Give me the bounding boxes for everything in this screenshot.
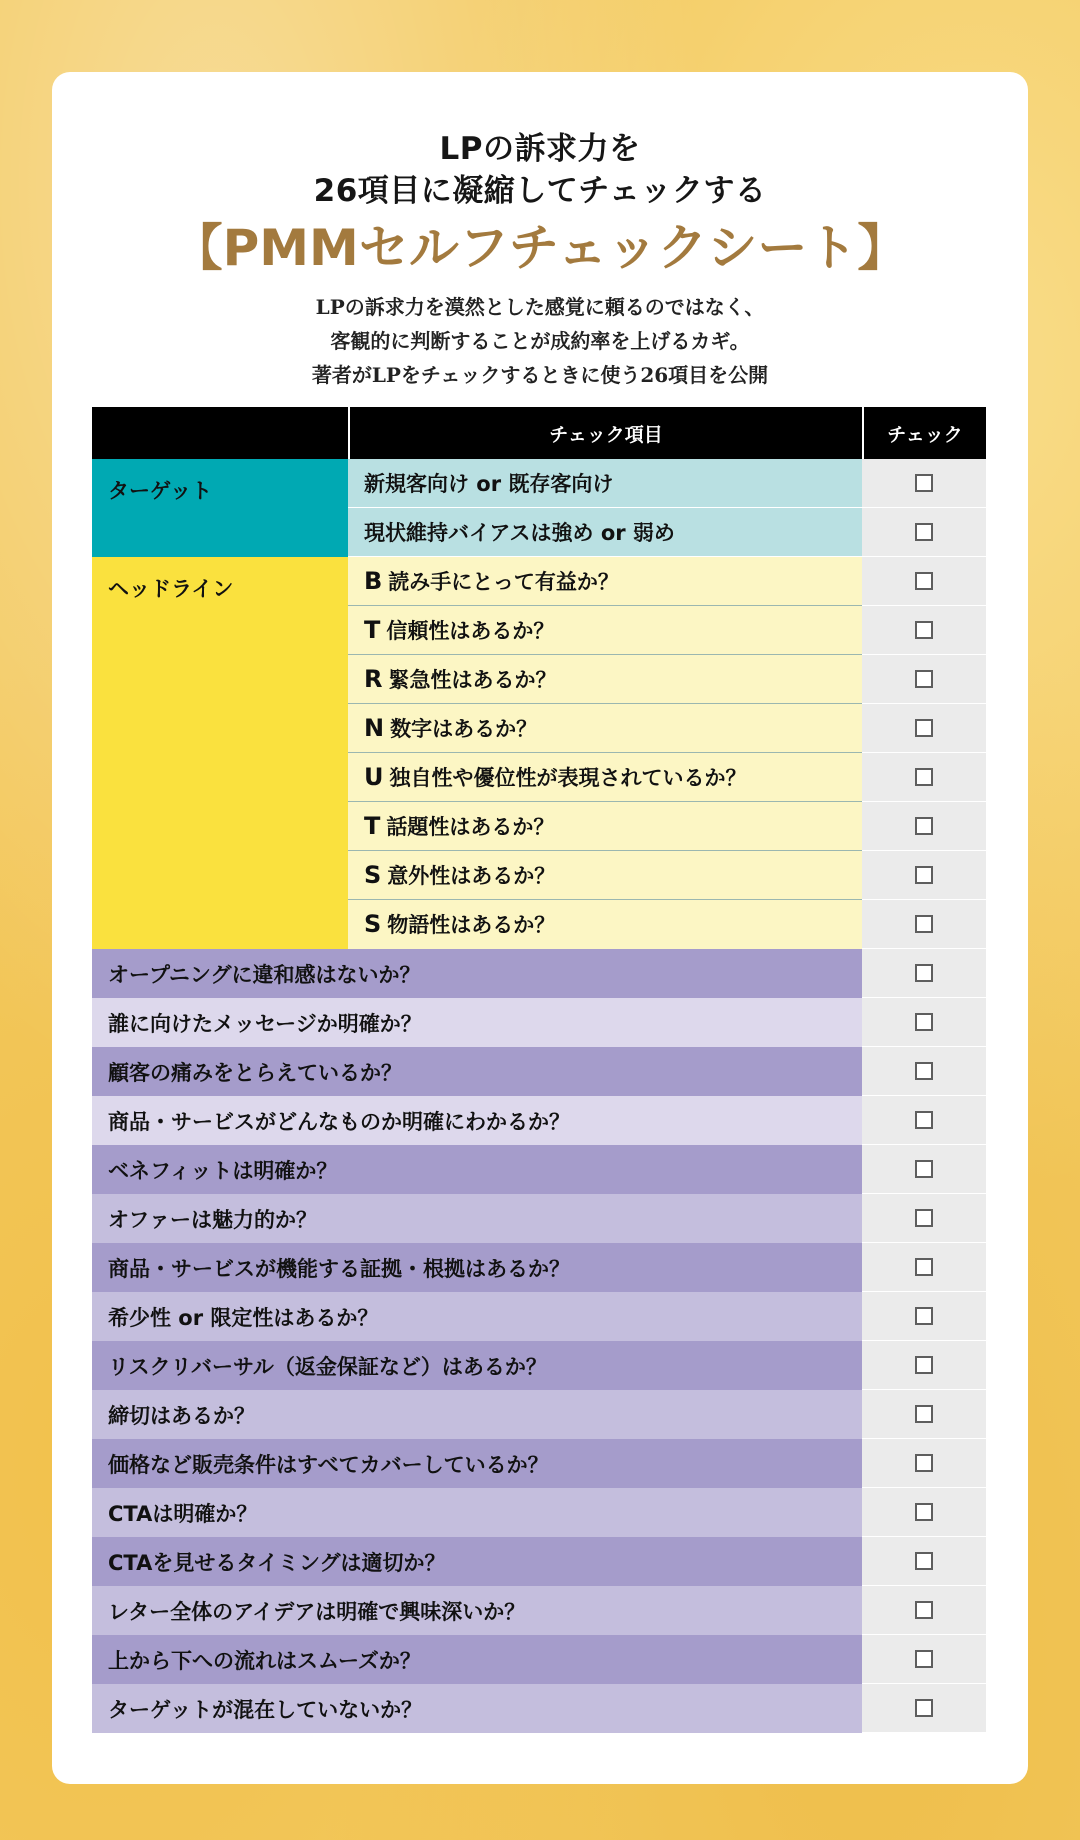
checkbox[interactable] <box>915 523 933 541</box>
group-target <box>92 459 986 557</box>
checkbox[interactable] <box>915 1111 933 1129</box>
header-line2: 26項目に凝縮してチェックする <box>313 173 767 209</box>
check-cell <box>862 1390 986 1439</box>
category-headline: ヘッドライン <box>92 557 348 949</box>
headline-item <box>348 753 862 802</box>
checkbox[interactable] <box>915 1454 933 1472</box>
target-items <box>348 459 862 557</box>
headline-text: 物語性はあるか？ <box>387 913 556 937</box>
header-line1: LPの訴求力を <box>439 131 641 167</box>
check-cell <box>862 557 986 606</box>
check-cell <box>862 1096 986 1145</box>
checkbox[interactable] <box>915 964 933 982</box>
check-cell <box>862 900 986 949</box>
check-cell <box>862 655 986 704</box>
table-row <box>92 1145 986 1194</box>
headline-text: 信頼性はあるか？ <box>386 619 555 643</box>
checkbox[interactable] <box>915 1650 933 1668</box>
row-text: レター全体のアイデアは明確で興味深いか？ <box>92 1586 862 1635</box>
checkbox[interactable] <box>915 915 933 933</box>
checkbox[interactable] <box>915 768 933 786</box>
checkbox[interactable] <box>915 1160 933 1178</box>
check-cell <box>862 949 986 998</box>
check-cell <box>862 998 986 1047</box>
checkbox[interactable] <box>915 719 933 737</box>
table-row <box>92 949 986 998</box>
headline-items <box>348 557 862 949</box>
checkbox[interactable] <box>915 1405 933 1423</box>
checkbox[interactable] <box>915 670 933 688</box>
row-text: ターゲットが混在していないか？ <box>92 1684 862 1733</box>
check-cell <box>862 1635 986 1684</box>
checkbox[interactable] <box>915 1503 933 1521</box>
check-cell <box>862 1145 986 1194</box>
headline-checks <box>862 557 986 949</box>
row-text: オファーは魅力的か？ <box>92 1194 862 1243</box>
table-row <box>92 1684 986 1733</box>
target-item: 現状維持バイアスは強め or 弱め <box>348 508 862 557</box>
headline-text: 数字はあるか？ <box>390 717 538 741</box>
description-line2: 客観的に判断することが成約率を上げるカギ。 <box>330 329 750 353</box>
check-cell <box>862 1586 986 1635</box>
checkbox[interactable] <box>915 474 933 492</box>
headline-item <box>348 655 862 704</box>
row-text: 価格など販売条件はすべてカバーしているか？ <box>92 1439 862 1488</box>
header <box>52 128 1028 392</box>
group-headline <box>92 557 986 949</box>
check-cell <box>862 459 986 508</box>
table-row <box>92 998 986 1047</box>
checkbox[interactable] <box>915 1601 933 1619</box>
checkbox[interactable] <box>915 1552 933 1570</box>
check-cell <box>862 1047 986 1096</box>
check-cell <box>862 1439 986 1488</box>
headline-item <box>348 900 862 949</box>
row-text: リスクリバーサル（返金保証など）はあるか？ <box>92 1341 862 1390</box>
table-row <box>92 1390 986 1439</box>
check-cell <box>862 1292 986 1341</box>
table-row <box>92 1047 986 1096</box>
row-text: 誰に向けたメッセージか明確か？ <box>92 998 862 1047</box>
check-cell <box>862 851 986 900</box>
headline-letter: S <box>364 861 382 889</box>
headline-letter: S <box>364 910 382 938</box>
category-target: ターゲット <box>92 459 348 557</box>
check-cell <box>862 1243 986 1292</box>
description <box>52 290 1028 392</box>
check-cell <box>862 1341 986 1390</box>
checkbox[interactable] <box>915 866 933 884</box>
headline-item <box>348 606 862 655</box>
table-row <box>92 1292 986 1341</box>
checkbox[interactable] <box>915 572 933 590</box>
headline-letter: T <box>364 812 381 840</box>
page-title: 【PMMセルフチェックシート】 <box>172 219 908 277</box>
table-row <box>92 1537 986 1586</box>
headline-text: 独自性や優位性が表現されているか？ <box>389 766 747 790</box>
checkbox[interactable] <box>915 1062 933 1080</box>
row-text: 顧客の痛みをとらえているか？ <box>92 1047 862 1096</box>
row-text: CTAを見せるタイミングは適切か？ <box>92 1537 862 1586</box>
headline-letter: U <box>364 763 384 791</box>
check-cell <box>862 753 986 802</box>
table-row <box>92 1586 986 1635</box>
check-cell <box>862 1537 986 1586</box>
target-item: 新規客向け or 既存客向け <box>348 459 862 508</box>
headline-item <box>348 557 862 606</box>
checkbox[interactable] <box>915 1013 933 1031</box>
table-row <box>92 1096 986 1145</box>
row-text: 締切はあるか？ <box>92 1390 862 1439</box>
row-text: CTAは明確か？ <box>92 1488 862 1537</box>
check-cell <box>862 508 986 557</box>
table-row <box>92 1341 986 1390</box>
checksheet-card <box>52 72 1028 1784</box>
headline-item <box>348 851 862 900</box>
headline-item <box>348 704 862 753</box>
headline-item <box>348 802 862 851</box>
row-text: ベネフィットは明確か？ <box>92 1145 862 1194</box>
check-cell <box>862 606 986 655</box>
target-checks <box>862 459 986 557</box>
check-cell <box>862 1488 986 1537</box>
table-row <box>92 1243 986 1292</box>
checkbox[interactable] <box>915 817 933 835</box>
headline-letter: R <box>364 665 383 693</box>
checkbox[interactable] <box>915 1258 933 1276</box>
description-line3: 著者がLPをチェックするときに使う26項目を公開 <box>311 363 769 387</box>
table-row <box>92 1194 986 1243</box>
row-text: 希少性 or 限定性はあるか？ <box>92 1292 862 1341</box>
table-row <box>92 1635 986 1684</box>
header-item: チェック項目 <box>350 407 864 459</box>
check-cell <box>862 1684 986 1733</box>
check-cell <box>862 802 986 851</box>
header-check: チェック <box>887 423 963 446</box>
row-text: 上から下への流れはスムーズか？ <box>92 1635 862 1684</box>
checklist-table <box>92 407 986 1733</box>
header-category-cell <box>92 407 350 459</box>
table-row <box>92 1488 986 1537</box>
table-row <box>92 1439 986 1488</box>
headline-text: 読み手にとって有益か？ <box>388 570 619 594</box>
table-header <box>92 407 986 459</box>
checkbox[interactable] <box>915 1356 933 1374</box>
checkbox[interactable] <box>915 1209 933 1227</box>
headline-text: 緊急性はあるか？ <box>388 668 557 692</box>
headline-letter: T <box>364 616 381 644</box>
checkbox[interactable] <box>915 1307 933 1325</box>
checkbox[interactable] <box>915 1699 933 1717</box>
description-line1: LPの訴求力を漠然とした感覚に頼るのではなく、 <box>315 295 765 319</box>
row-text: オープニングに違和感はないか？ <box>92 949 862 998</box>
check-cell <box>862 704 986 753</box>
headline-letter: B <box>364 567 383 595</box>
checkbox[interactable] <box>915 621 933 639</box>
headline-letter: N <box>364 714 385 742</box>
row-text: 商品・サービスがどんなものか明確にわかるか？ <box>92 1096 862 1145</box>
row-text: 商品・サービスが機能する証拠・根拠はあるか？ <box>92 1243 862 1292</box>
check-cell <box>862 1194 986 1243</box>
headline-text: 話題性はあるか？ <box>386 815 555 839</box>
headline-text: 意外性はあるか？ <box>387 864 556 888</box>
